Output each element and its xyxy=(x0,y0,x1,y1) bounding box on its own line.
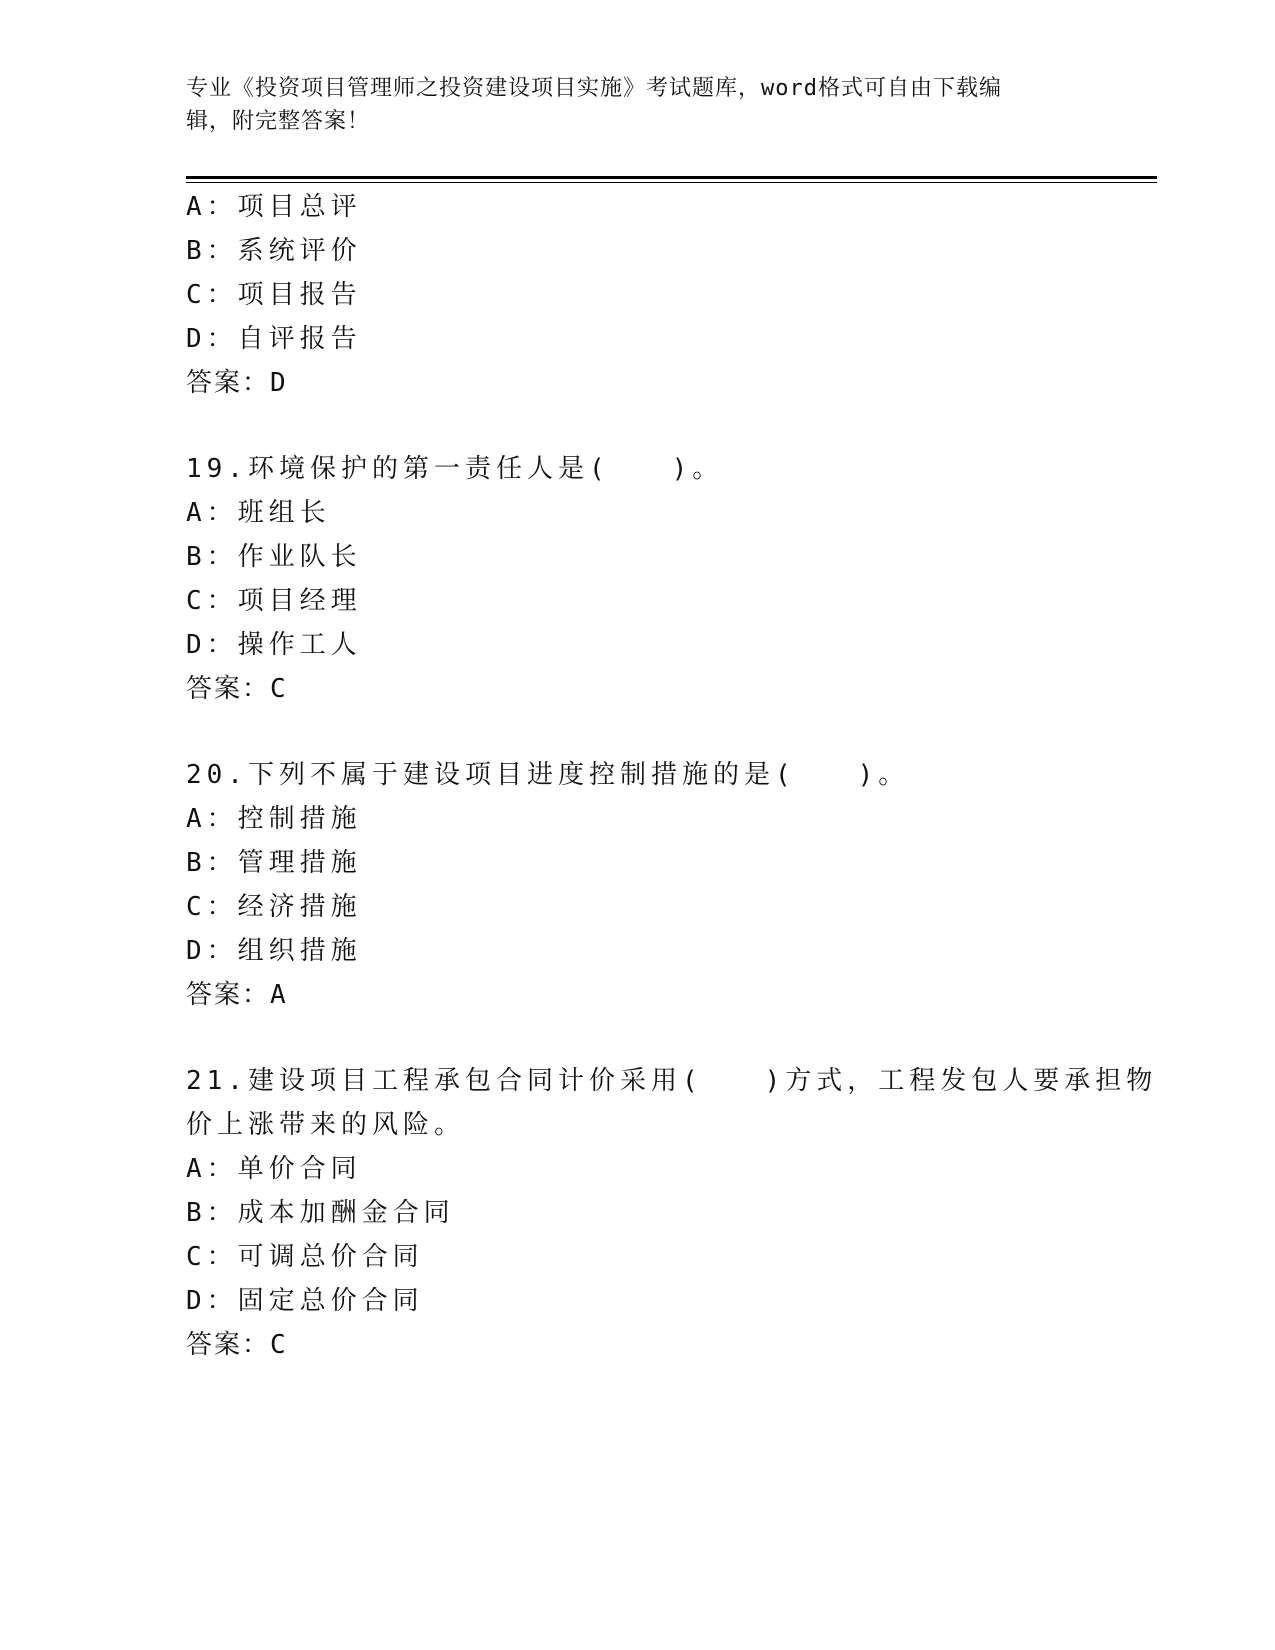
q19-option-a: A：班组长 xyxy=(186,498,331,528)
q20-option-a: A：控制措施 xyxy=(186,804,362,834)
header-line-1: 专业《投资项目管理师之投资建设项目实施》考试题库，word格式可自由下载编 xyxy=(186,76,1002,101)
q20-answer: 答案：A xyxy=(186,980,288,1010)
q20-question: 20.下列不属于建设项目进度控制措施的是( )。 xyxy=(186,760,910,790)
q21-question-line-1: 21.建设项目工程承包合同计价采用( )方式，工程发包人要承担物 xyxy=(186,1066,1158,1096)
q20-option-d: D：组织措施 xyxy=(186,936,362,966)
header-divider-thin xyxy=(186,182,1157,183)
q18-option-b: B：系统评价 xyxy=(186,236,362,266)
q18-option-a: A：项目总评 xyxy=(186,192,362,222)
q19-option-d: D：操作工人 xyxy=(186,630,362,660)
q19-answer: 答案：C xyxy=(186,674,288,704)
q21-option-c: C：可调总价合同 xyxy=(186,1242,424,1272)
header-line-2: 辑，附完整答案！ xyxy=(186,109,371,134)
q20-option-c: C：经济措施 xyxy=(186,892,362,922)
q18-answer: 答案：D xyxy=(186,368,288,398)
q21-option-b: B：成本加酬金合同 xyxy=(186,1198,455,1228)
q19-option-c: C：项目经理 xyxy=(186,586,362,616)
q18-option-d: D：自评报告 xyxy=(186,324,362,354)
q21-option-a: A：单价合同 xyxy=(186,1154,362,1184)
q21-answer: 答案：C xyxy=(186,1330,288,1360)
q21-question-line-2: 价上涨带来的风险。 xyxy=(186,1110,466,1140)
document-header xyxy=(186,72,1066,138)
q21-option-d: D：固定总价合同 xyxy=(186,1286,424,1316)
q18-option-c: C：项目报告 xyxy=(186,280,362,310)
q20-option-b: B：管理措施 xyxy=(186,848,362,878)
header-divider-thick xyxy=(186,176,1157,179)
q19-question: 19.环境保护的第一责任人是( )。 xyxy=(186,454,724,484)
q19-option-b: B：作业队长 xyxy=(186,542,362,572)
